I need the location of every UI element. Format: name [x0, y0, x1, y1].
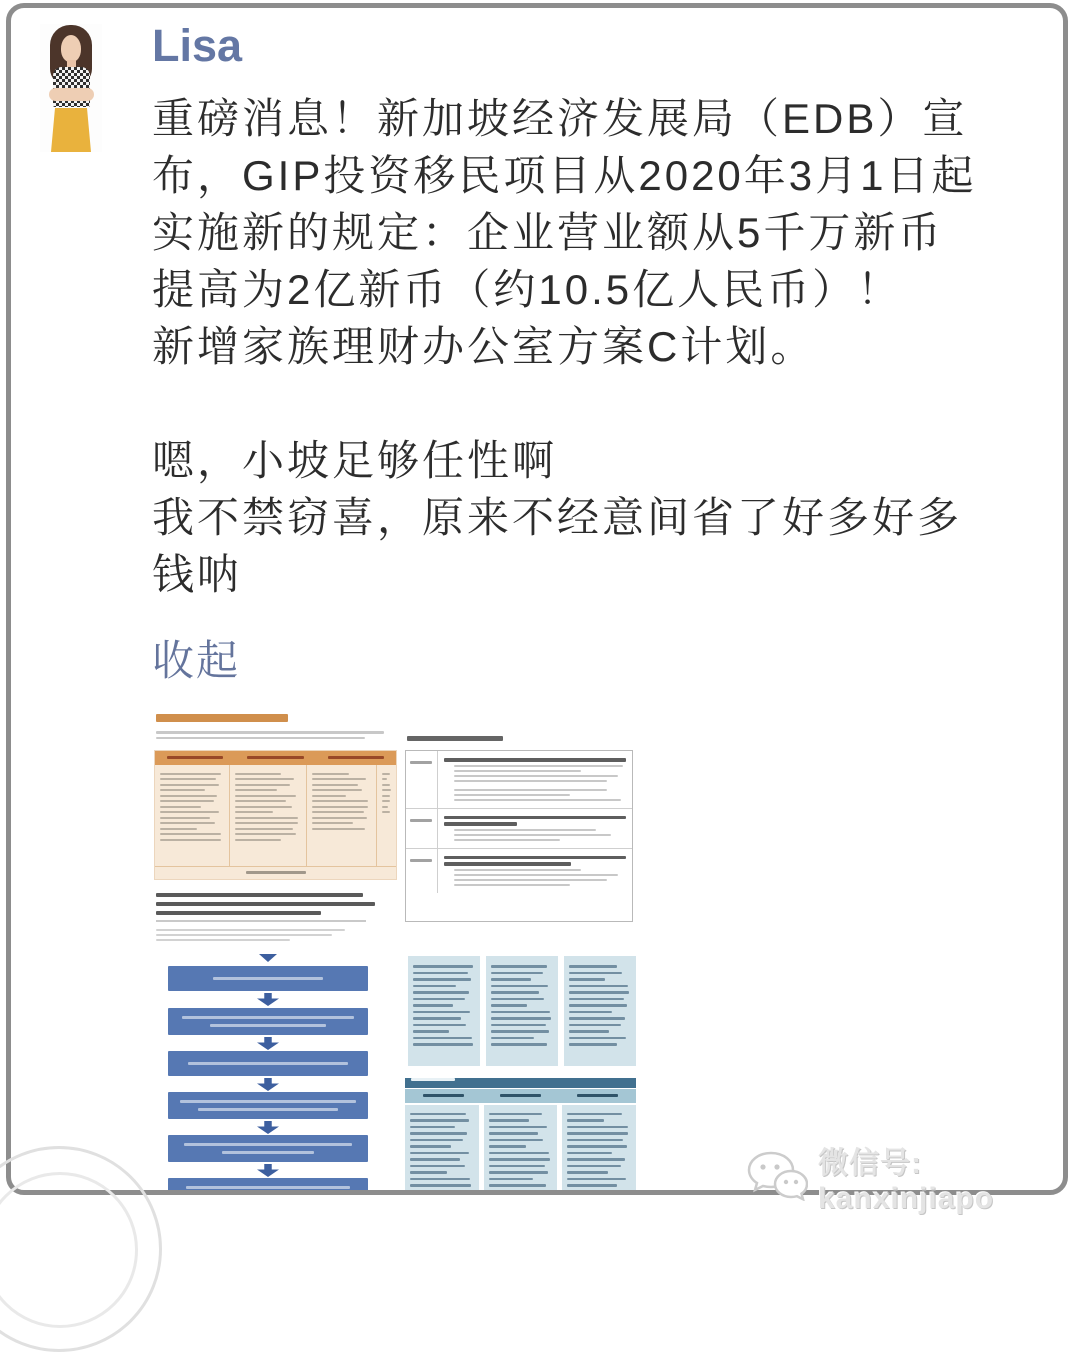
flow-step-4: [168, 1092, 368, 1119]
doc1-col3: [307, 765, 377, 867]
wechat-icon: [746, 1149, 808, 1206]
text-line: 实施新的规定：企业营业额从5千万新币: [152, 209, 944, 256]
attachment-image-guideline-doc[interactable]: [152, 706, 657, 956]
blue-table-top: [408, 956, 636, 1066]
doc1-col2: [230, 765, 307, 867]
text-line: 提高为2亿新币（约10.5亿人民币）！: [152, 266, 903, 313]
doc1-bold-notes: [156, 888, 391, 920]
text-line: 我不禁窃喜，原来不经意间省了好多好多: [152, 494, 963, 541]
avatar-skirt: [51, 108, 91, 152]
text-line: 新增家族理财办公室方案C计划。: [152, 323, 816, 370]
plan-row-2: [406, 809, 632, 849]
flow-step-5: [168, 1135, 368, 1162]
flow-step-2: [168, 1008, 368, 1035]
collapse-link[interactable]: 收起: [152, 637, 241, 684]
blue-table-top-col1: [408, 956, 480, 1066]
doc1-col1: [155, 765, 230, 867]
plan-row-1: [406, 751, 632, 809]
doc1-right-column: [405, 706, 635, 956]
avatar-arms: [49, 88, 94, 101]
doc1-col4: [377, 765, 396, 867]
blue-table-bottom-col3: [562, 1105, 636, 1191]
doc1-plan-table: [405, 750, 633, 922]
text-line: 布，GIP投资移民项目从2020年3月1日起: [152, 152, 977, 199]
avatar[interactable]: [40, 24, 102, 152]
flowchart: [166, 950, 372, 1190]
post-body-text: [152, 90, 1052, 375]
text-line: 钱呐: [152, 551, 243, 598]
blue-table-bottom-col1: [405, 1105, 479, 1191]
avatar-checkered-top: [53, 67, 90, 107]
doc1-intro-lines: [156, 728, 394, 742]
doc1-table-header: [155, 751, 396, 765]
blue-table-top-col3: [564, 956, 636, 1066]
watermark: [746, 1138, 1080, 1216]
author-name[interactable]: Lisa: [152, 20, 243, 71]
doc1-right-heading: [407, 736, 503, 741]
doc1-fine-print: [156, 920, 366, 944]
doc1-table-footer: [155, 866, 396, 879]
attachment-image-flowchart[interactable]: [152, 950, 657, 1190]
blue-table-bottom: [405, 1074, 636, 1190]
blue-table-subheader: [405, 1089, 636, 1103]
doc1-orange-table: [154, 750, 397, 880]
doc1-title-line: [156, 714, 288, 722]
blue-table-bottom-col2: [484, 1105, 558, 1191]
plan-row-3: [406, 849, 632, 893]
text-line: 重磅消息！新加坡经济发展局（EDB）宣: [152, 95, 968, 142]
flow-step-1: [168, 966, 368, 991]
doc1-left-column: [152, 706, 398, 956]
blue-table-top-col2: [486, 956, 558, 1066]
text-line: 嗯，小坡足够任性啊: [152, 437, 558, 484]
watermark-text: 微信号: kanxinjiapo: [818, 1147, 995, 1215]
post-comment-text: [152, 432, 1052, 603]
flow-step-3: [168, 1051, 368, 1076]
avatar-face: [61, 35, 81, 62]
blue-table-title-band: [405, 1078, 636, 1088]
flow-step-6: [168, 1178, 368, 1190]
